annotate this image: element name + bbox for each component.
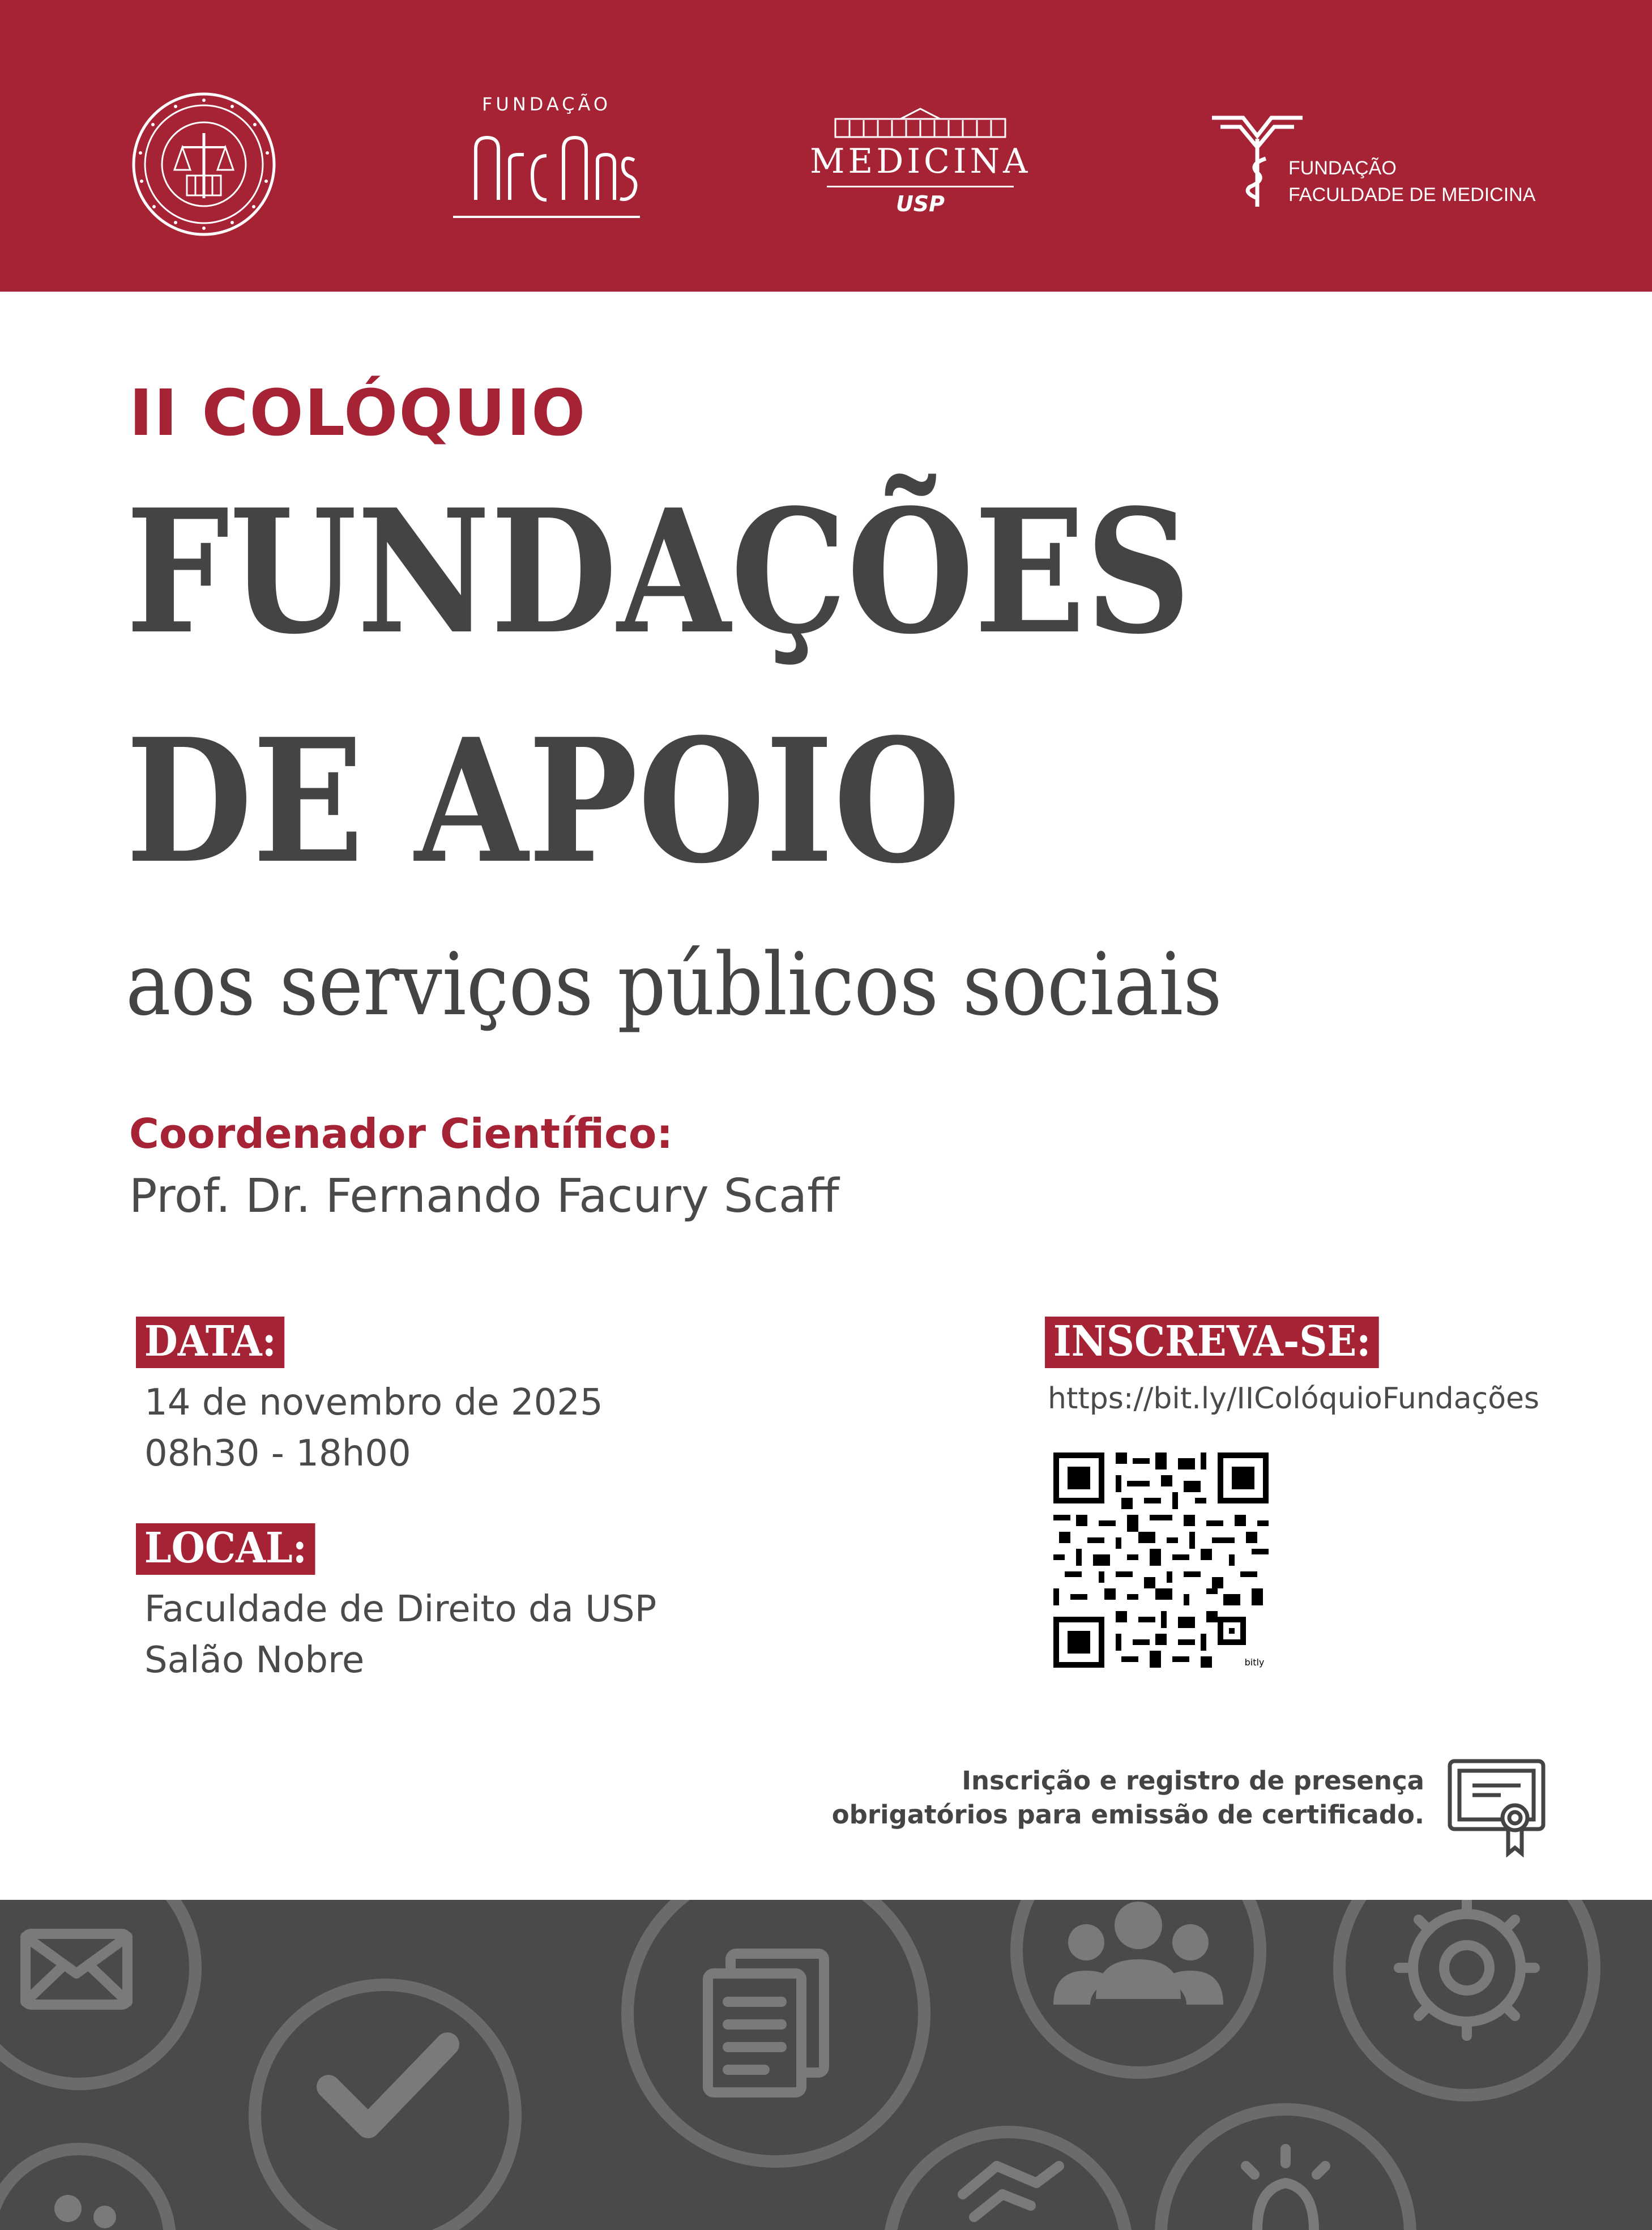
- registration-label: INSCREVA-SE:: [1045, 1317, 1379, 1368]
- event-kicker: II COLÓQUIO: [129, 377, 587, 450]
- notice-line1: Inscrição e registro de presença: [962, 1766, 1424, 1796]
- event-subtitle: aos serviços públicos sociais: [126, 934, 1222, 1035]
- event-title-line2: DE APOIO: [126, 701, 961, 901]
- usp-text: USP: [895, 191, 945, 216]
- certificate-icon: [1447, 1758, 1546, 1857]
- envelope-icon: [25, 1934, 127, 2005]
- building-icon: [833, 108, 1008, 139]
- document-icon: [708, 1954, 824, 2092]
- event-title-line1: FUNDAÇÕES: [126, 472, 1191, 672]
- date-time: 08h30 - 18h00: [144, 1433, 411, 1475]
- footer-decoration: [0, 1900, 1652, 2230]
- medicina-text: MEDICINA: [810, 142, 1031, 181]
- gear-icon: [1399, 1900, 1535, 2036]
- handshake-icon: [963, 2166, 1059, 2217]
- qr-code[interactable]: [1053, 1453, 1269, 1668]
- header-banner: [0, 0, 1652, 292]
- arcadas-small-text: FUNDAÇÃO: [481, 93, 612, 115]
- coordinator-name: Prof. Dr. Fernando Facury Scaff: [129, 1169, 839, 1223]
- medicina-usp-logo: [810, 108, 1031, 227]
- footer-icons: [0, 1900, 1652, 2230]
- fundacao-arcadas-logo: [453, 93, 640, 224]
- notice-line2: obrigatórios para emissão de certificado.: [831, 1800, 1424, 1830]
- local-line2: Salão Nobre: [144, 1639, 365, 1681]
- law-school-seal-icon: [130, 91, 278, 238]
- date-day: 14 de novembro de 2025: [144, 1382, 603, 1424]
- ffm-line1: FUNDAÇÃO: [1288, 157, 1397, 179]
- fundacao-faculdade-medicina-logo: [1209, 113, 1560, 215]
- registration-url[interactable]: https://bit.ly/IIColóquioFundações: [1048, 1382, 1540, 1416]
- local-label: LOCAL:: [136, 1523, 315, 1575]
- lightbulb-icon: [1246, 2149, 1325, 2230]
- arcadas-wordmark-icon: [453, 121, 640, 223]
- ffm-line2: FACULDADE DE MEDICINA: [1288, 184, 1536, 206]
- coordinator-label: Coordenador Científico:: [129, 1110, 673, 1157]
- check-icon: [328, 2044, 447, 2126]
- qr-brand-text: bitly: [1244, 1657, 1265, 1668]
- date-label: DATA:: [136, 1317, 284, 1368]
- local-line1: Faculdade de Direito da USP: [144, 1588, 657, 1630]
